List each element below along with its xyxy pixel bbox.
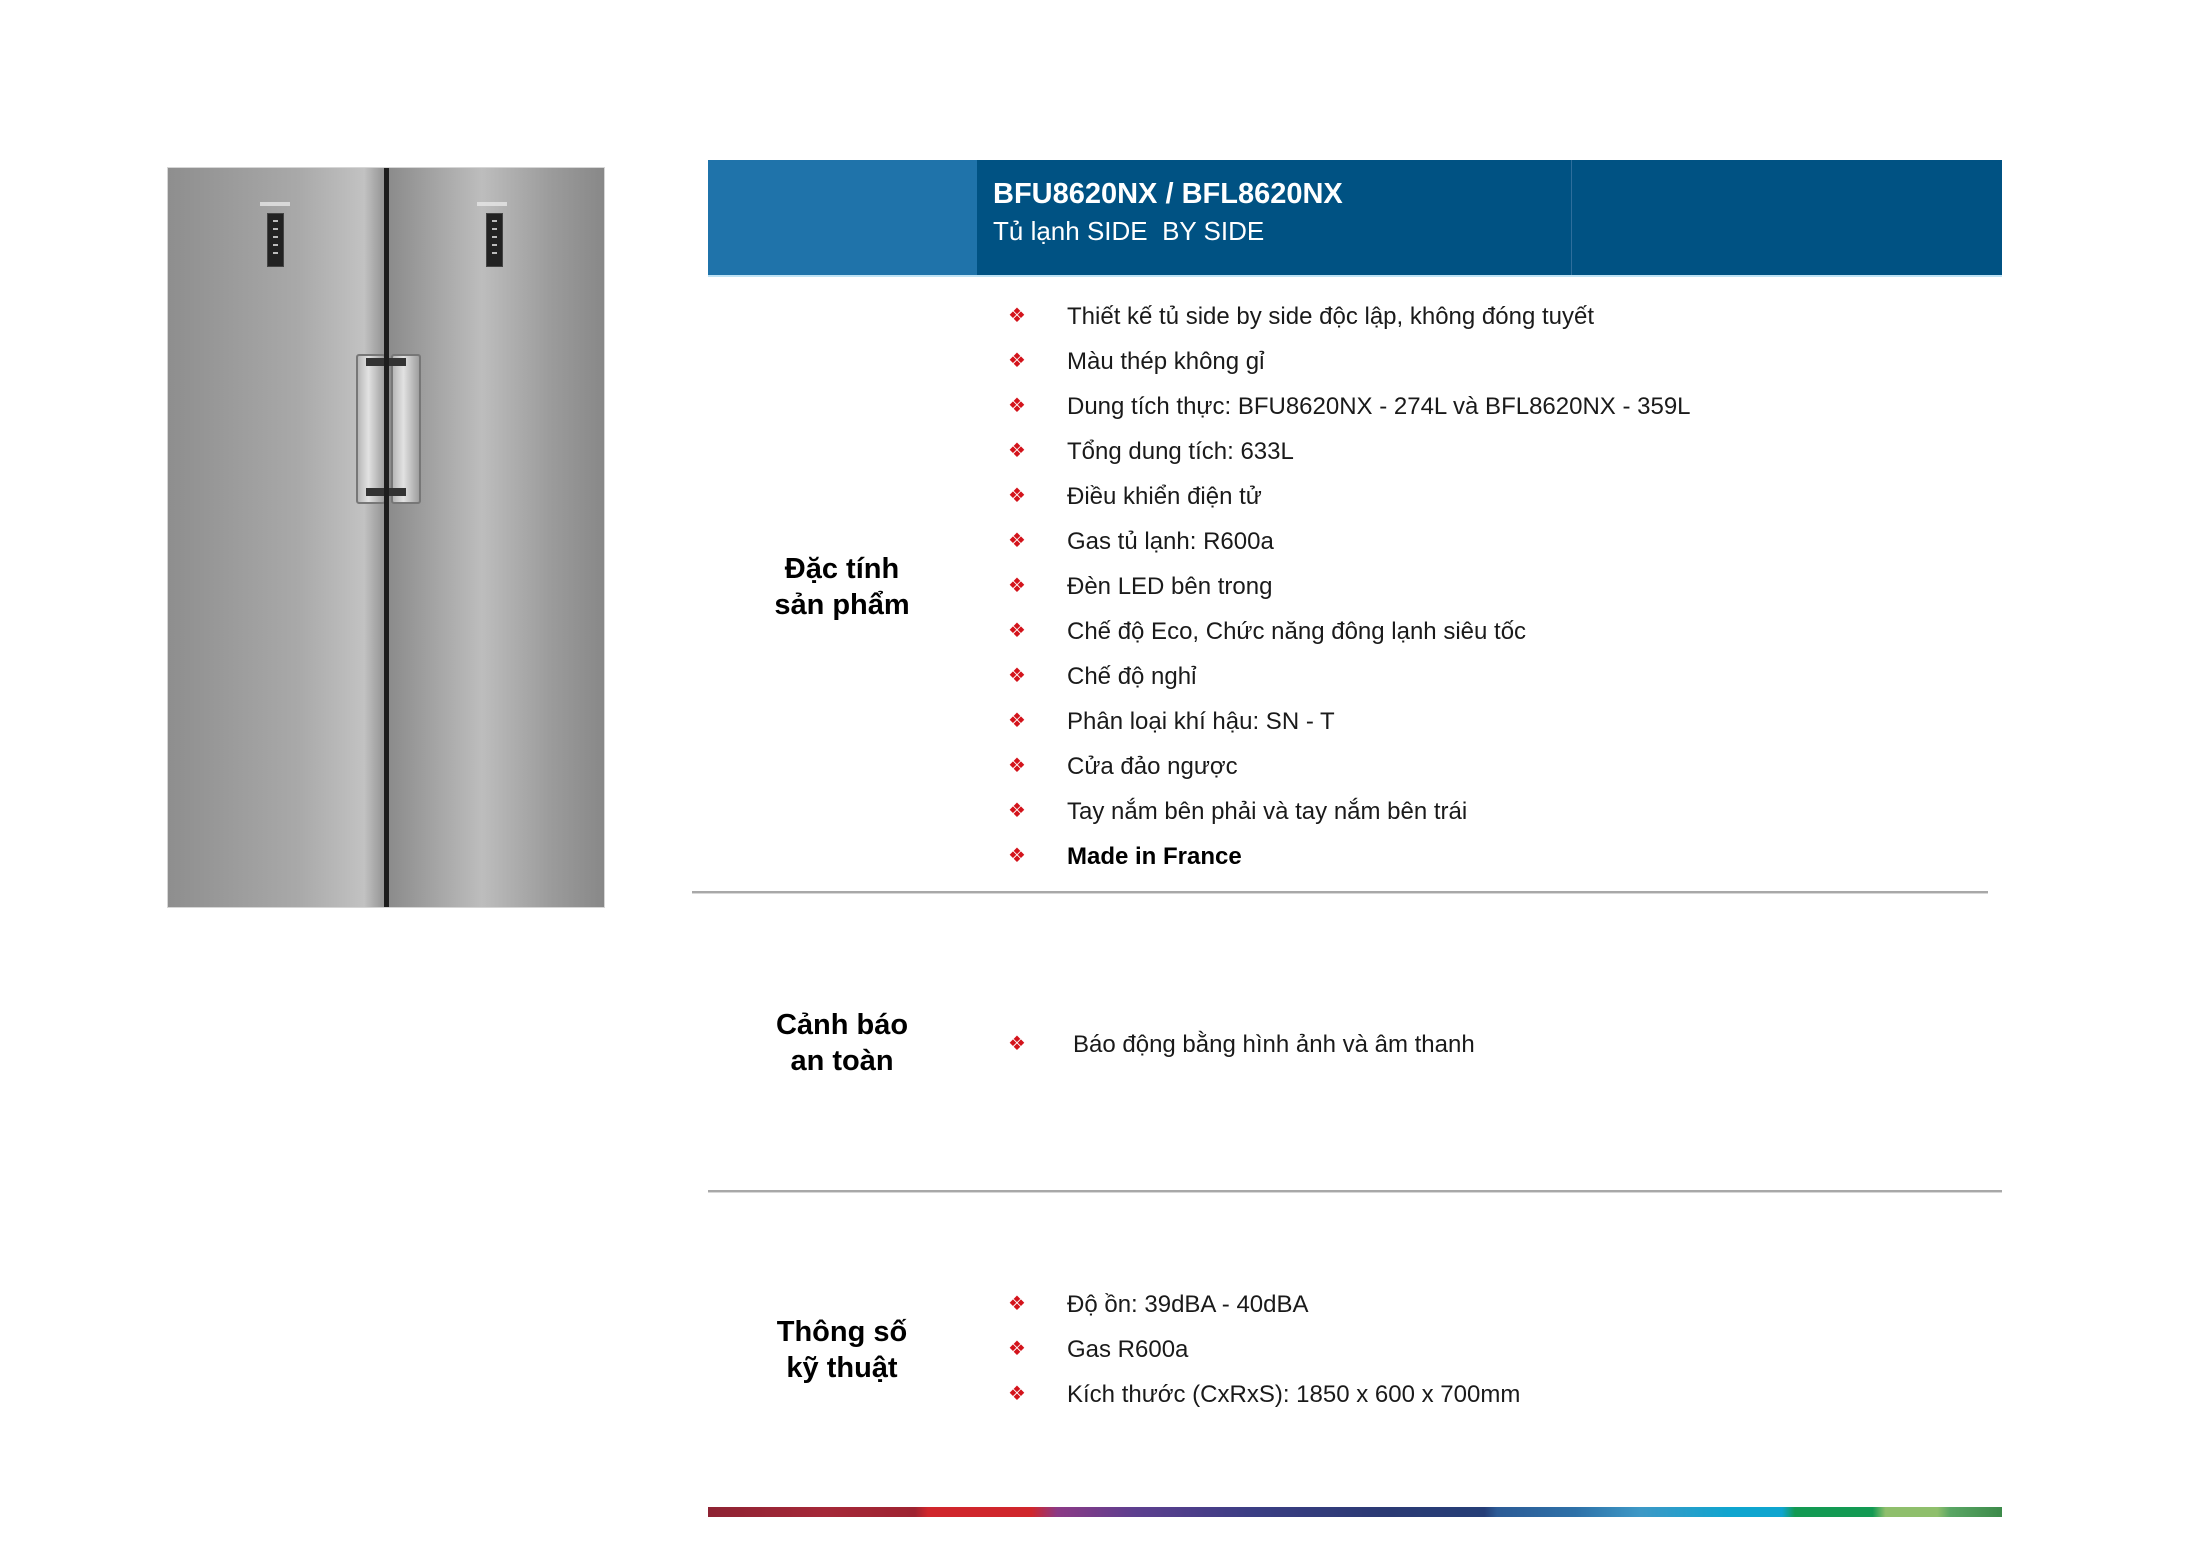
item-text: Chế độ nghỉ [1067, 663, 1197, 690]
item-text: Cửa đảo ngược [1067, 753, 1238, 780]
item-text: Báo động bằng hình ảnh và âm thanh [1073, 1031, 1475, 1058]
header-left-cell [708, 160, 977, 275]
door-seam [384, 168, 389, 907]
item-text: Màu thép không gỉ [1067, 348, 1265, 375]
item-text: Gas R600a [1067, 1336, 1189, 1363]
diamond-bullet-icon: ❖ [1008, 1033, 1026, 1055]
section-label-safety [712, 1007, 972, 1079]
item-text: Tay nắm bên phải và tay nắm bên trái [1067, 798, 1468, 825]
diamond-bullet-icon: ❖ [1008, 440, 1026, 462]
diamond-bullet-icon: ❖ [1008, 665, 1026, 687]
door-handle-right [391, 354, 421, 504]
brand-logo-right [477, 202, 507, 206]
item-text: Thiết kế tủ side by side độc lập, không đóng tuyết [1067, 303, 1595, 330]
product-model-title: BFU8620NX / BFL8620NX [993, 178, 1343, 210]
section-divider [692, 891, 1988, 893]
diamond-bullet-icon: ❖ [1008, 530, 1026, 552]
label-line: sản phẩm [774, 589, 910, 621]
item-text: Điều khiển điện tử [1067, 483, 1262, 510]
section-divider [708, 1190, 2002, 1192]
label-line: Cảnh báo [775, 1009, 909, 1041]
diamond-bullet-icon: ❖ [1008, 485, 1026, 507]
item-text: Tổng dung tích: 633L [1067, 438, 1294, 465]
diamond-bullet-icon: ❖ [1008, 1293, 1026, 1315]
control-panel-left [267, 213, 284, 267]
diamond-bullet-icon: ❖ [1008, 395, 1026, 417]
diamond-bullet-icon: ❖ [1008, 305, 1026, 327]
item-text: Đèn LED bên trong [1067, 573, 1273, 600]
door-handle-left [356, 354, 386, 504]
item-text-made-in-france: Made in France [1067, 843, 1242, 870]
diamond-bullet-icon: ❖ [1008, 1338, 1026, 1360]
diamond-bullet-icon: ❖ [1008, 575, 1026, 597]
brand-logo-left [260, 202, 290, 206]
item-text: Gas tủ lạnh: R600a [1067, 528, 1274, 555]
section-label-features [712, 551, 972, 623]
brand-color-bar [708, 1507, 2002, 1517]
label-line: kỹ thuật [786, 1352, 898, 1384]
diamond-bullet-icon: ❖ [1008, 755, 1026, 777]
diamond-bullet-icon: ❖ [1008, 620, 1026, 642]
product-type-subtitle: Tủ lạnh SIDE BY SIDE [993, 216, 1265, 246]
diamond-bullet-icon: ❖ [1008, 845, 1026, 867]
section-label-specs [712, 1314, 972, 1386]
diamond-bullet-icon: ❖ [1008, 1383, 1026, 1405]
label-line: Đặc tính [784, 553, 900, 585]
header-divider [1571, 160, 1572, 275]
item-text: Chế độ Eco, Chức năng đông lạnh siêu tốc [1067, 618, 1527, 645]
diamond-bullet-icon: ❖ [1008, 350, 1026, 372]
control-panel-right [486, 213, 503, 267]
item-text: Độ ồn: 39dBA - 40dBA [1067, 1291, 1309, 1318]
product-image-refrigerator [168, 168, 604, 907]
item-text: Phân loại khí hậu: SN - T [1067, 708, 1335, 735]
header-underline [708, 275, 2002, 277]
product-header [708, 160, 2002, 275]
item-text: Dung tích thực: BFU8620NX - 274L và BFL8620NX - 359L [1067, 393, 1691, 420]
diamond-bullet-icon: ❖ [1008, 800, 1026, 822]
label-line: an toàn [790, 1045, 894, 1077]
diamond-bullet-icon: ❖ [1008, 710, 1026, 732]
label-line: Thông số [776, 1316, 908, 1348]
item-text: Kích thước (CxRxS): 1850 x 600 x 700mm [1067, 1381, 1521, 1408]
